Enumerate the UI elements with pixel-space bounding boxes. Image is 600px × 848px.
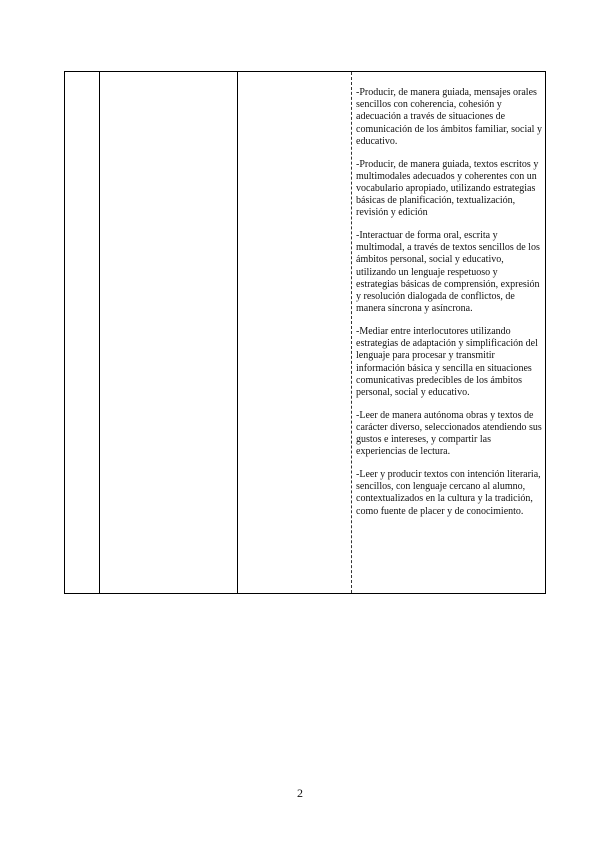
column-divider-dashed [351,72,352,593]
objectives-cell [356,87,542,518]
objective-item: -Leer de manera autónoma obras y textos de carácter diverso, seleccionados atendiendo sus gustos e intereses, y compartir las experiencias de lectura. [356,409,542,458]
column-divider-2 [237,72,238,593]
page-number: 2 [297,786,303,800]
objective-item: -Interactuar de forma oral, escrita y multimodal, a través de textos sencillos de los ámbitos personal, social y educativo, utilizando un lenguaje respetuoso y estrategias básicas de comprensión, expresión y resolución dialogada de conflictos, de manera síncrona y asíncrona. [356,230,540,315]
objective-item: -Leer y producir textos con intención literaria, sencillos, con lenguaje cercano al alumno, contextualizados en la cultura y la tradición, como fuente de placer y de conocimiento. [356,468,541,517]
curriculum-table [64,71,546,594]
objective-item: -Producir, de manera guiada, textos escritos y multimodales adecuados y coherentes con un vocabulario apropiado, utilizando estrategias básicas de planificación, textualización, revisión y edición [356,158,539,219]
objective-item: -Producir, de manera guiada, mensajes orales sencillos con coherencia, cohesión y adecuación a través de situaciones de comunicación de los ámbitos familiar, social y educativo. [356,87,542,147]
objective-item: -Mediar entre interlocutores utilizando estrategias de adaptación y simplificación del lenguaje para procesar y transmitir información básica y sencilla en situaciones comunicativas predecibles de los ámbitos personal, social y educativo. [356,325,538,398]
column-divider-1 [99,72,100,593]
